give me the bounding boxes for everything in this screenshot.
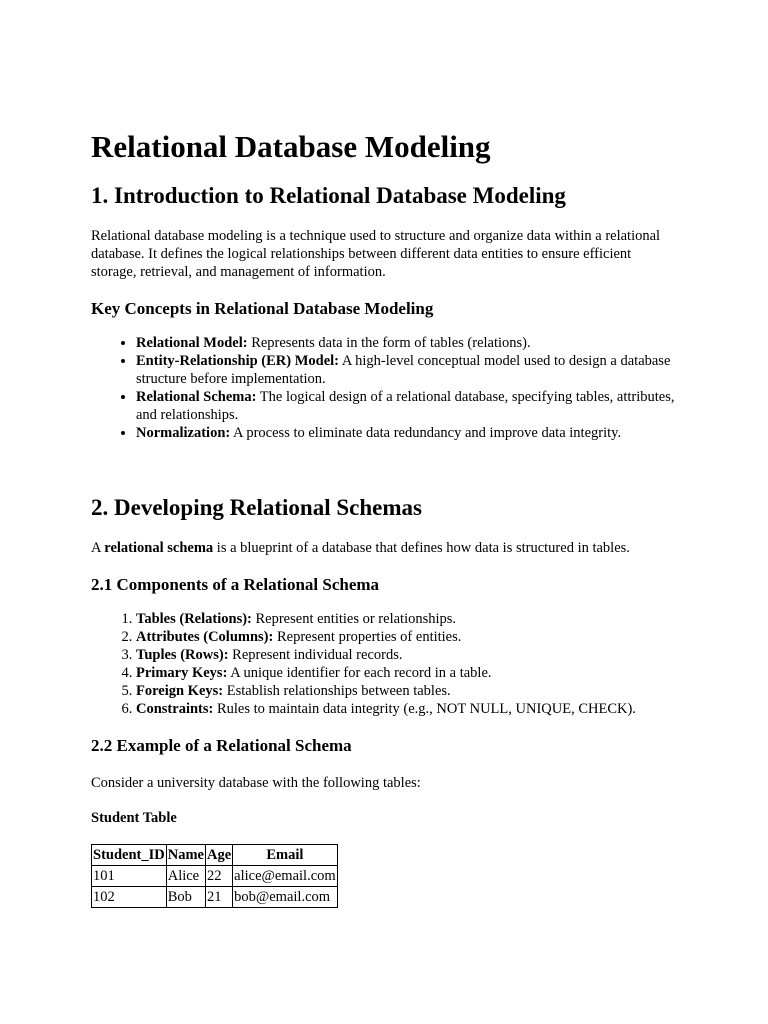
component-term: Tuples (Rows): <box>136 647 229 663</box>
student-table <box>91 844 338 908</box>
column-header: Student_ID <box>92 845 167 866</box>
table-cell: 101 <box>92 866 167 887</box>
section1-paragraph: Relational database modeling is a technique used to structure and organize data within a relational database. It defines the logical relationships between different data entities to ensure efficient storage, retrieval, and management of information. <box>91 228 661 280</box>
document-title: Relational Database Modeling <box>91 129 491 164</box>
list-item <box>136 682 678 700</box>
component-term: Primary Keys: <box>136 665 228 681</box>
concept-desc: Represents data in the form of tables (relations). <box>247 335 531 351</box>
column-header: Name <box>166 845 205 866</box>
example-heading: 2.2 Example of a Relational Schema <box>91 736 352 755</box>
section2-heading: 2. Developing Relational Schemas <box>91 495 422 520</box>
component-desc: Rules to maintain data integrity (e.g., NOT NULL, UNIQUE, CHECK). <box>213 701 636 717</box>
component-term: Foreign Keys: <box>136 683 224 699</box>
list-item <box>136 646 678 664</box>
key-concepts-heading: Key Concepts in Relational Database Modeling <box>91 299 434 318</box>
component-term: Attributes (Columns): <box>136 629 274 645</box>
column-header: Email <box>233 845 338 866</box>
concept-term: Relational Model: <box>136 335 248 351</box>
intro-bold-term: relational schema <box>104 540 214 556</box>
list-item <box>136 424 678 442</box>
intro-text-a: A <box>91 540 105 556</box>
table-cell: Alice <box>166 866 205 887</box>
component-desc: Represent entities or relationships. <box>251 611 457 627</box>
concept-term: Entity-Relationship (ER) Model: <box>136 353 339 369</box>
concept-desc: A high-level conceptual model used to design a database structure before implementation. <box>136 353 671 387</box>
concept-term: Relational Schema: <box>136 389 257 405</box>
key-concepts-list <box>91 334 678 442</box>
list-item <box>136 352 678 388</box>
table-cell: 21 <box>205 887 232 908</box>
intro-text-b: is a blueprint of a database that defines how data is structured in tables. <box>213 540 630 556</box>
table-header-row <box>92 845 338 866</box>
component-desc: A unique identifier for each record in a table. <box>227 665 492 681</box>
column-header: Age <box>205 845 232 866</box>
table-cell: 22 <box>205 866 232 887</box>
component-term: Constraints: <box>136 701 214 717</box>
list-item <box>136 700 678 718</box>
components-list <box>91 610 678 718</box>
list-item <box>136 388 678 424</box>
list-item <box>136 334 678 352</box>
component-desc: Represent properties of entities. <box>273 629 462 645</box>
table-row <box>92 887 338 908</box>
concept-desc: A process to eliminate data redundancy and improve data integrity. <box>230 425 622 441</box>
list-item <box>136 610 678 628</box>
component-desc: Represent individual records. <box>228 647 403 663</box>
student-table-title: Student Table <box>91 810 177 826</box>
concept-term: Normalization: <box>136 425 231 441</box>
section2-intro-paragraph <box>91 539 678 557</box>
table-cell: 102 <box>92 887 167 908</box>
table-cell: Bob <box>166 887 205 908</box>
section1-heading: 1. Introduction to Relational Database Modeling <box>91 183 566 208</box>
table-cell: alice@email.com <box>233 866 338 887</box>
example-paragraph: Consider a university database with the following tables: <box>91 775 421 791</box>
table-row <box>92 866 338 887</box>
component-term: Tables (Relations): <box>136 611 252 627</box>
list-item <box>136 628 678 646</box>
concept-desc: The logical design of a relational database, specifying tables, attributes, and relationships. <box>136 389 675 423</box>
list-item <box>136 664 678 682</box>
components-heading: 2.1 Components of a Relational Schema <box>91 575 380 594</box>
table-cell: bob@email.com <box>233 887 338 908</box>
component-desc: Establish relationships between tables. <box>223 683 451 699</box>
